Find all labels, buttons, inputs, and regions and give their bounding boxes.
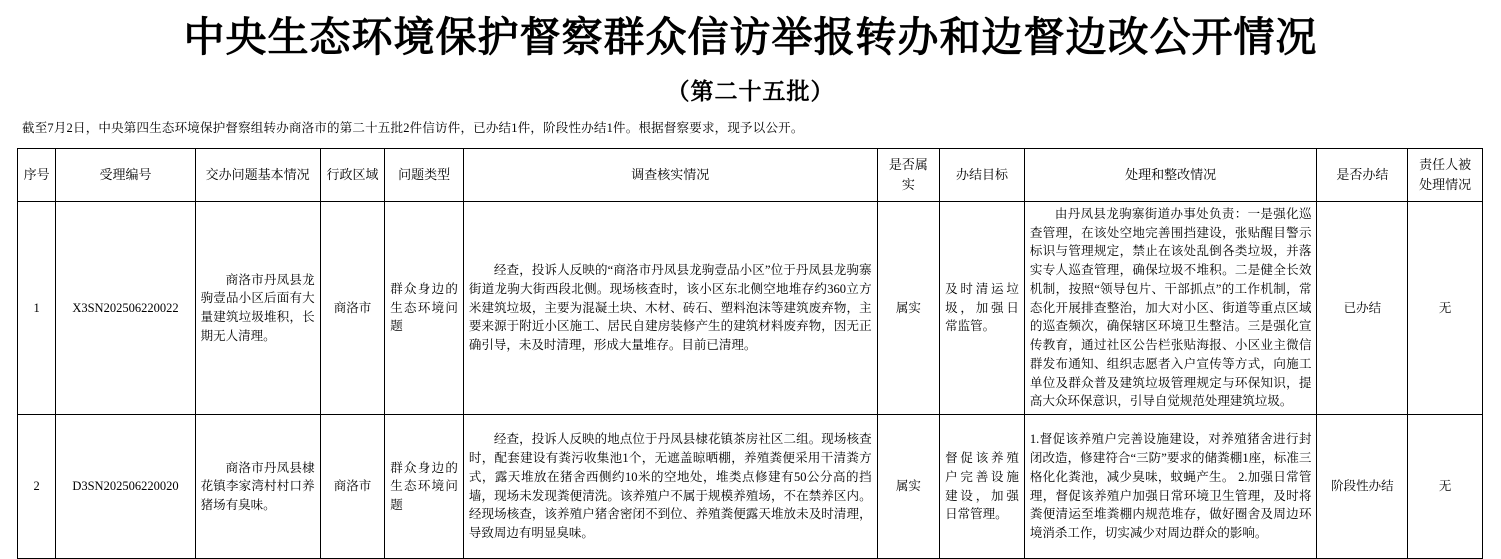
cell-handling: 由丹凤县龙驹寨街道办事处负责：一是强化巡查管理，在该处空地完善围挡建设，张贴醒目警示标识与管理规定，禁止在该处乱倒各类垃圾，并落实专人巡查管理，确保垃圾不堆积。二是健全长效机制，按照“领导包片、干部抓点”的工作机制，常态化开展排查整治，加大对小区、街道等重点区域的巡查频次，确保辖区环境卫生整洁。三是强化宣传教育，通过社区公告栏张贴海报、小区业主微信群发布通知、组织志愿者入户宣传等方式，向施工单位及群众普及建筑垃圾管理规定与环保知识，提高大众环保意识，引导自觉规范处理建筑垃圾。: [1024, 201, 1317, 414]
column-header-code: 受理编号: [56, 148, 195, 201]
cell-region: 商洛市: [320, 415, 385, 559]
cell-basic: 商洛市丹凤县棣花镇李家湾村村口养猪场有臭味。: [195, 415, 320, 559]
document-page: [0, 13, 1501, 559]
column-header-responsible: 责任人被处理情况: [1408, 148, 1483, 201]
intro-paragraph: 截至7月2日，中央第四生态环境保护督察组转办商洛市的第二十五批2件信访件，已办结1件，阶段性办结1件。根据督察要求，现予以公开。: [22, 121, 804, 136]
cell-type: 群众身边的生态环境问题: [385, 201, 464, 414]
column-header-is-true: 是否属实: [877, 148, 940, 201]
column-header-done: 是否办结: [1317, 148, 1408, 201]
cell-index: 1: [18, 201, 56, 414]
cell-investigation: 经查，投诉人反映的“商洛市丹凤县龙驹壹品小区”位于丹凤县龙驹寨街道龙驹大街西段北侧。现场核查时，该小区东北侧空地堆存约360立方米建筑垃圾，主要为混凝土块、木材、砖石、塑料泡沫等建筑废弃物，主要来源于附近小区施工、居民自建房装修产生的建筑材料废弃物，因无正确引导，未及时清理，形成大量堆存。目前已清理。: [463, 201, 877, 414]
cell-region: 商洛市: [320, 201, 385, 414]
cell-type: 群众身边的生态环境问题: [385, 415, 464, 559]
column-header-index: 序号: [18, 148, 56, 201]
cell-code: D3SN202506220020: [56, 415, 195, 559]
column-header-investigation: 调查核实情况: [463, 148, 877, 201]
page-title: 中央生态环境保护督察群众信访举报转办和边督边改公开情况: [183, 14, 1318, 60]
column-header-basic: 交办问题基本情况: [195, 148, 320, 201]
cell-done: 已办结: [1317, 201, 1408, 414]
cell-is-true: 属实: [877, 201, 940, 414]
column-header-goal: 办结目标: [940, 148, 1025, 201]
cell-index: 2: [18, 415, 56, 559]
cell-basic: 商洛市丹凤县龙驹壹品小区后面有大量建筑垃圾堆积，长期无人清理。: [195, 201, 320, 414]
table-row: [18, 415, 1483, 559]
cell-investigation: 经查，投诉人反映的地点位于丹凤县棣花镇茶房社区二组。现场核查时，配套建设有粪污收集池1个，无遮盖晾晒棚，养殖粪便采用干清粪方式，露天堆放在猪舍西侧约10米的空地处，堆类点修建有50公分高的挡墙，现场未发现粪便清洗。该养殖户不属于规模养殖场，不在禁养区内。经现场核查，该养殖户猪舍密闭不到位、养殖粪便露天堆放未及时清理，导致周边有明显臭味。: [463, 415, 877, 559]
column-header-region: 行政区域: [320, 148, 385, 201]
cell-responsible: 无: [1408, 415, 1483, 559]
cell-responsible: 无: [1408, 201, 1483, 414]
column-header-type: 问题类型: [385, 148, 464, 201]
cell-handling: 1.督促该养殖户完善设施建设，对养殖猪舍进行封闭改造，修建符合“三防”要求的储粪棚1座，标准三格化化粪池，减少臭味，蚊蝇产生。 2.加强日常管理，督促该养殖户加强日常环境卫生管理，及时将粪便清运至堆粪棚内规范堆存，做好圈舍及周边环境消杀工作，切实减少对周边群众的影响。: [1024, 415, 1317, 559]
table-header-row: [18, 148, 1483, 201]
cell-goal: 督促该养殖户完善设施建设，加强日常管理。: [940, 415, 1025, 559]
cell-goal: 及时清运垃圾，加强日常监管。: [940, 201, 1025, 414]
column-header-handling: 处理和整改情况: [1024, 148, 1317, 201]
cell-is-true: 属实: [877, 415, 940, 559]
cell-done: 阶段性办结: [1317, 415, 1408, 559]
cell-code: X3SN202506220022: [56, 201, 195, 414]
table-row: [18, 201, 1483, 414]
page-subtitle: （第二十五批）: [666, 79, 835, 105]
report-table: [17, 148, 1483, 559]
